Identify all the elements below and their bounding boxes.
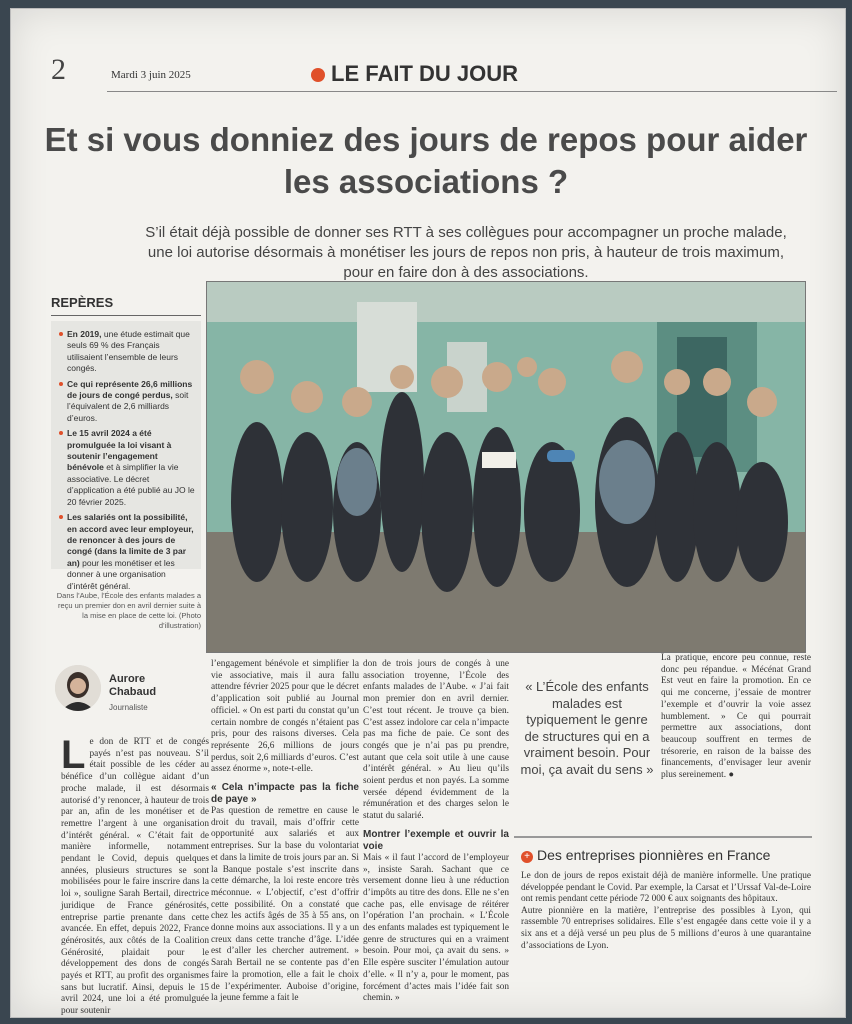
reperes-item-text: une étude estimait que seuls 69 % des Français utilisaient l’ensemble de leurs congés. [67, 329, 190, 374]
pull-quote: « L’École des enfants malades est typiquement le genre de structures qui en a vraiment besoin. Pour moi, ça avait du sens » [520, 679, 654, 777]
reperes-title: REPÈRES [51, 295, 114, 310]
reperes-item [59, 428, 195, 508]
reperes-item-text: soit l’équivalent de 2,6 milliards d’euros. [67, 390, 189, 423]
article-paragraph [661, 653, 811, 782]
reperes-item-lead: Ce qui représente 26,6 millions de jours de congé perdus, [67, 378, 193, 401]
reperes-item [59, 512, 195, 592]
reperes-item-lead: En 2019, [67, 329, 102, 339]
box-title-text: Des entreprises pionnières en France [537, 847, 771, 863]
author-role: Journaliste [109, 703, 148, 712]
deck: S’il était déjà possible de donner ses RTT à ses collègues pour accompagner un proche malade, une loi autorise désormais à monétiser les jours de repos non pris, à hauteur de trois maximum, pour en faire don à des associations. [145, 224, 787, 281]
article-text: e don de RTT et de congés payés n’est pas nouveau. S’il était possible de les céder au bénéfice d’un collègue aidant d’un proche malade, il est désormais autorisé d’y renoncer, à hauteur de trois par an, afin de les monétiser et de remettre l’argent à une organisation d’intérêt général. « C’était fait de manière informelle, notamment pendant le Covid, depuis quelques années, plusieurs structures se sont mobilisées pour le faire inscrire dans la loi », souligne Sarah Bertail, directrice juridique de France générosités, entreprise partie prenante dans cette avancée. En effet, depuis 2022, France générosités, aux côtés de la Coalition Générosité, plaidait pour le développement des dons de congés payés et RTT, au profit des organismes sans but lucratif. Ainsi, depuis le 15 avril 2024, une loi a été promulguée pour soutenir [61, 737, 209, 1017]
group-photo-illustration [207, 282, 805, 652]
article-column-5 [661, 653, 811, 782]
group-photo [206, 281, 806, 653]
reperes-item-text: pour les monétiser et les donner à une organisation d’intérêt général. [67, 557, 175, 591]
reperes-item-text: et à simplifier la vie associative. Le décret d’application a été publié au JO le 20 février 2025. [67, 462, 195, 507]
reperes-item [59, 379, 195, 425]
article-paragraph: Mais « il faut l’accord de l’employeur », insiste Sarah. Sachant que ce versement donne lieu à une réduction d’impôts au titre des dons. Elle ne s’en cache pas, elle envisage de réitérer l’opération l’an prochain. « L’École des enfants malades est typiquement le genre de structures qui en a vraiment besoin. Pour moi, ça avait du sens. » Elle espère susciter l’émulation autour d’elle. « Il n’y a, pour le moment, pas forcément d’actes mais l’idée fait son chemin. » [363, 852, 509, 1004]
header-rule [107, 91, 837, 92]
newspaper-page [10, 8, 846, 1018]
reperes-item-lead: Le 15 avril 2024 a été promulguée la loi visant à soutenir l’engagement bénévole [67, 428, 172, 473]
author-last-name: Chabaud [109, 686, 157, 698]
article-paragraph: l’engagement bénévole et simplifier la vie associative, mais il aura fallu attendre février 2025 pour que le décret d’application soit publié au Journal officiel. « On est parti du constat qu’un certain nombre de congés n’étaient pas pris, pour des raisons diverses. Cela représente 26,6 millions de jours perdus, soit 2,6 milliards d’euros. C’est assez énorme », note-t-elle. [211, 659, 359, 775]
issue-date: Mardi 3 juin 2025 [111, 69, 191, 81]
article-column-2 [211, 659, 359, 1005]
page-number: 2 [51, 53, 66, 86]
article-column-1 [61, 733, 209, 1018]
author-avatar [55, 665, 101, 711]
article-paragraph: don de trois jours de congés à une association troyenne, l’École des enfants malades de l’Aube. « J’ai fait mon premier don en avril dernier. C’est tout récent. Je trouve ça bien. C’est assez indolore car cela n’impacte pas ma fiche de paie. Ce sont des congés que je n’ai pas pu prendre, autant que cela soit utile à une cause d’intérêt général. » Au lieu qu’ils soient perdus et non payés. La somme versée dépend évidemment de la rémunération et des charges selon le statut du salarié. [363, 659, 509, 822]
author-name [109, 673, 156, 699]
author-portrait-icon [55, 665, 101, 711]
reperes-item-lead: Les salariés ont la possibilité, en accord avec leur employeur, de renoncer à des jours de congé (dans la limite de 3 par an) [67, 512, 194, 568]
headline: Et si vous donniez des jours de repos pour aider les associations ? [44, 121, 808, 200]
reperes-item [59, 329, 195, 375]
reperes-rule [51, 315, 201, 316]
rubric-dot-icon [311, 68, 325, 82]
end-mark-icon: ● [728, 770, 735, 781]
box-rule [514, 836, 812, 838]
article-paragraph: Pas question de remettre en cause le droit du travail, mais d’offrir cette opportunité aux salariés et aux entreprises. Sur la base du volontariat et dans la limite de trois jours par an. Si la Banque postale s’est inscrite dans cette démarche, la loi reste encore très méconnue. « L’objectif, c’est d’offrir cette possibilité. On a constaté que chez les actifs âgés de 35 à 55 ans, on donne moins aux associations. Il y a un creux dans cette tranche d’âge. L’idée est d’aller les chercher autrement. » Sarah Bertail ne se contente pas d’en faire la promotion, elle a fait le choix de l’expérimenter. Auboise d’origine, la jeune femme a fait le [211, 806, 359, 1004]
article-column-3 [363, 659, 509, 1005]
photo-caption: Dans l’Aube, l’École des enfants malades a reçu un premier don en avril dernier suite à la mise en place de cette loi. (Photo d’illustration) [56, 591, 201, 630]
subheading: Montrer l’exemple et ouvrir la voie [363, 828, 509, 852]
box-paragraph: Autre pionnière en la matière, l’entreprise des possibles à Lyon, qui rassemble 70 entreprises solidaires. Elle s’est engagée dans cette voie il y a six ans et a déjà versé un peu plus de 5 millions d’euros à une quarantaine d’associations de Lyon. [521, 905, 811, 951]
box-text [521, 871, 811, 952]
author-first-name: Aurore [109, 673, 146, 685]
subheading: « Cela n’impacte pas la fiche de paye » [211, 782, 359, 806]
box-title [521, 847, 770, 863]
article-paragraph [61, 733, 209, 1018]
article-text: La pratique, encore peu connue, reste donc peu répandue. « Mécénat Grand Est veut en faire la promotion. En ce qui me concerne, j’essaie de montrer l’exemple et d’ouvrir la voie assez humblement. » Ce qui pourrait permettre aux associations, dont beaucoup souffrent en termes de trésorerie, en raison de la baisse des financements, d’envisager leur avenir plus sereinement. [661, 653, 811, 781]
drop-cap: L [61, 733, 86, 777]
reperes-list [51, 321, 201, 592]
section-rubric [311, 61, 518, 87]
plus-icon: + [521, 851, 533, 863]
box-paragraph: Le don de jours de repos existait déjà de manière informelle. Une pratique développée pendant le Covid. Par exemple, la Carsat et l’Urssaf Val-de-Loire ont remis pendant cette période 72 000 € aux soignants des hôpitaux. [521, 871, 811, 905]
rubric-label: LE FAIT DU JOUR [331, 61, 519, 86]
reperes-box [51, 321, 201, 591]
